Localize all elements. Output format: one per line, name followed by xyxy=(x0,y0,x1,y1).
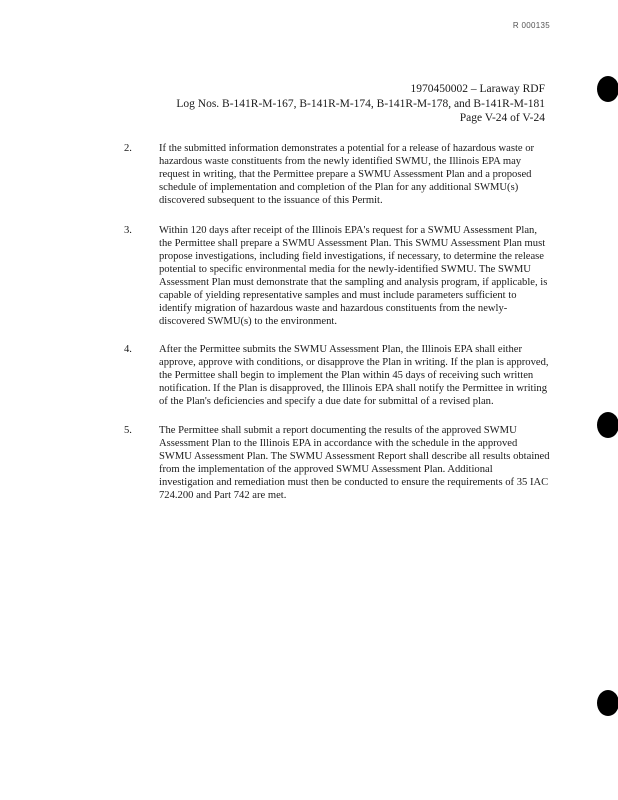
item-text: Within 120 days after receipt of the Illinois EPA's request for a SWMU Assessment Plan, the Permittee shall prepare a SWMU Assessment Plan. This SWMU Assessment Plan must propose investigations, including field investigations, if necessary, to determine the release potential to specific environmental media for the newly-identified SWMU. The SWMU Assessment Plan must demonstrate that the sampling and analysis program, if applicable, is capable of yielding representative samples and must include parameters sufficient to identify migration of hazardous waste and hazardous constituents from the newly-discovered SWMU(s) to the environment. xyxy=(159,225,548,327)
list-item xyxy=(124,224,550,328)
item-number: 2. xyxy=(124,143,132,154)
punch-hole-top xyxy=(597,76,618,102)
header-page-number: Page V-24 of V-24 xyxy=(459,112,545,124)
punch-hole-bottom xyxy=(597,690,618,716)
header-log-numbers: Log Nos. B-141R-M-167, B-141R-M-174, B-141R-M-178, and B-141R-M-181 xyxy=(176,97,545,110)
item-number: 4. xyxy=(124,344,132,355)
list-item xyxy=(124,424,550,502)
item-number: 3. xyxy=(124,225,132,236)
bates-number: R 000135 xyxy=(512,21,550,30)
item-text: After the Permittee submits the SWMU Assessment Plan, the Illinois EPA shall either approve, approve with conditions, or disapprove the Plan in writing. If the plan is approved, the Permittee shall begin to implement the Plan within 45 days of receiving such written notification. If the Plan is disapproved, the Illinois EPA shall notify the Permittee in writing of the Plan's deficiencies and specify a due date for submittal of a revised plan. xyxy=(159,344,549,407)
header-permit-line: 1970450002 – Laraway RDF xyxy=(410,83,545,95)
list-item xyxy=(124,343,550,408)
numbered-conditions-list xyxy=(124,142,550,519)
item-number: 5. xyxy=(124,425,132,436)
item-text: The Permittee shall submit a report documenting the results of the approved SWMU Assessment Plan to the Illinois EPA in accordance with the schedule in the approved SWMU Assessment Plan. The SWMU Assessment Report shall describe all results obtained from the implementation of the approved SWMU Assessment Plan. Additional investigation and remediation must then be conducted to ensure the requirements of 35 IAC 724.200 and Part 742 are met. xyxy=(159,425,550,501)
punch-hole-middle xyxy=(597,412,618,438)
list-item xyxy=(124,142,550,207)
item-text: If the submitted information demonstrates a potential for a release of hazardous waste or hazardous waste constituents from the newly identified SWMU, the Illinois EPA may request in writing, that the Permittee prepare a SWMU Assessment Plan and a proposed schedule of implementation and completion of the Plan for any additional SWMU(s) discovered subsequent to the issuance of this Permit. xyxy=(159,143,535,206)
page-header xyxy=(176,82,545,126)
